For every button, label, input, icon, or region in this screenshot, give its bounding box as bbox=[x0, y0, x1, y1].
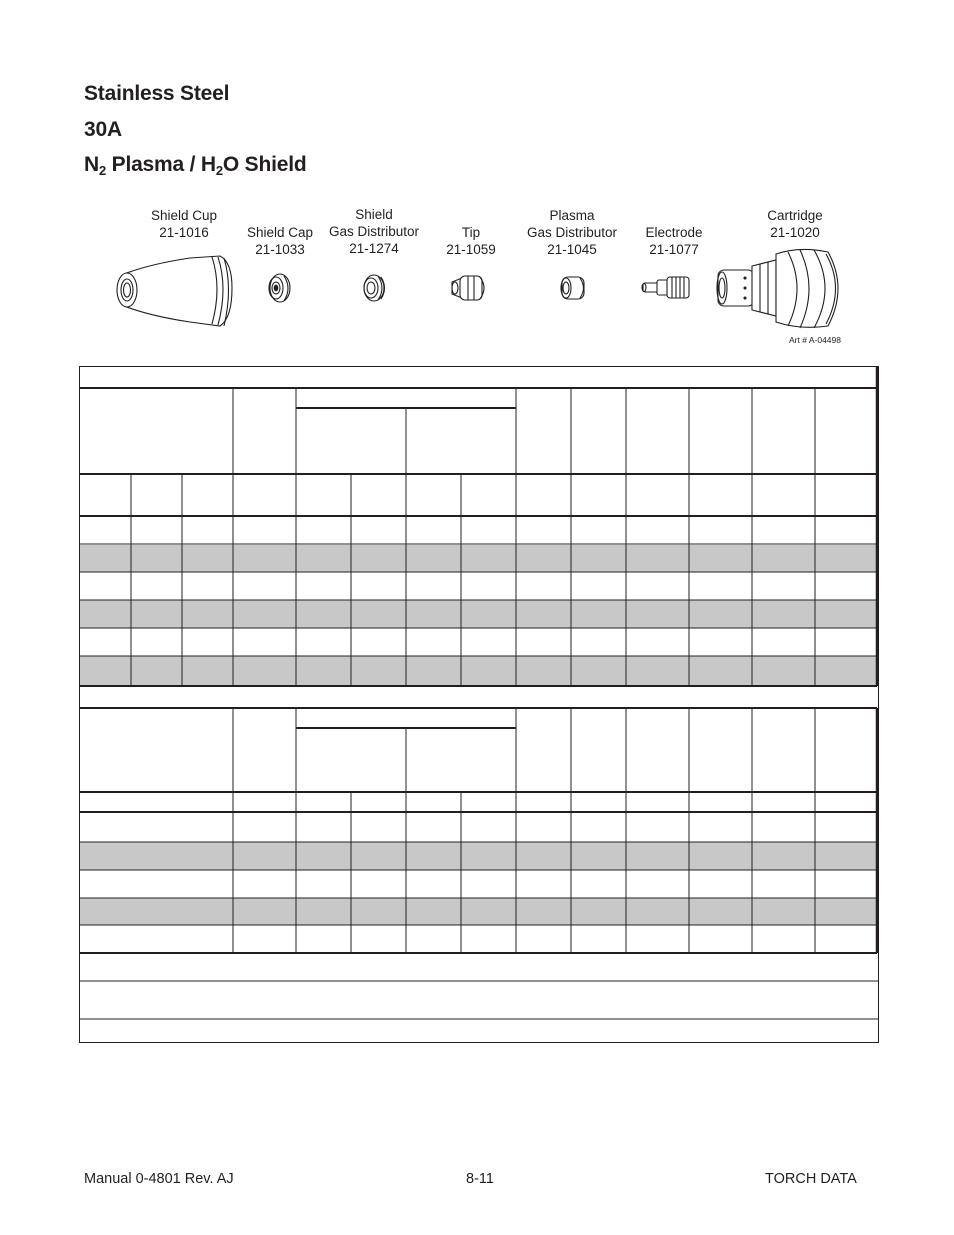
art-number: Art # A-04498 bbox=[789, 335, 841, 345]
part-number: 21-1077 bbox=[649, 242, 699, 257]
part-number: 21-1033 bbox=[255, 242, 305, 257]
part-number: 21-1045 bbox=[547, 242, 597, 257]
title-material: Stainless Steel bbox=[84, 82, 230, 105]
title-gases-sub1: 2 bbox=[98, 163, 106, 178]
table-row bbox=[80, 545, 877, 572]
part-name: Cartridge bbox=[767, 208, 823, 223]
footer-page-number: 8-11 bbox=[466, 1171, 494, 1187]
part-name-line2: Gas Distributor bbox=[526, 225, 618, 240]
title-gases-part-c: O Shield bbox=[222, 153, 307, 176]
footer-section-title: TORCH DATA bbox=[765, 1171, 857, 1187]
part-number: 21-1059 bbox=[446, 242, 496, 257]
table-row bbox=[80, 656, 877, 686]
part-name: Shield Cap bbox=[246, 225, 314, 240]
footer-manual-number: Manual 0-4801 Rev. AJ bbox=[84, 1171, 234, 1187]
part-name: Tip bbox=[461, 225, 481, 240]
part-number: 21-1020 bbox=[770, 225, 820, 240]
title-gases-part-b: Plasma / H bbox=[106, 153, 216, 176]
table-shaded-rows bbox=[80, 545, 877, 925]
table-row bbox=[80, 842, 877, 870]
part-name-line1: Shield bbox=[355, 207, 393, 222]
part-number: 21-1274 bbox=[349, 241, 399, 256]
title-gases-part-a: N bbox=[84, 153, 99, 176]
table-row bbox=[80, 600, 877, 628]
part-name-line1: Plasma bbox=[549, 208, 595, 223]
part-number: 21-1016 bbox=[159, 225, 209, 240]
table-lines bbox=[80, 366, 879, 1043]
title-amperage: 30A bbox=[84, 118, 122, 141]
part-name: Shield Cup bbox=[150, 208, 218, 223]
title-gases-sub2: 2 bbox=[215, 163, 223, 178]
part-name: Electrode bbox=[645, 225, 703, 240]
part-name-line2: Gas Distributor bbox=[328, 224, 420, 239]
table-row bbox=[80, 898, 877, 925]
